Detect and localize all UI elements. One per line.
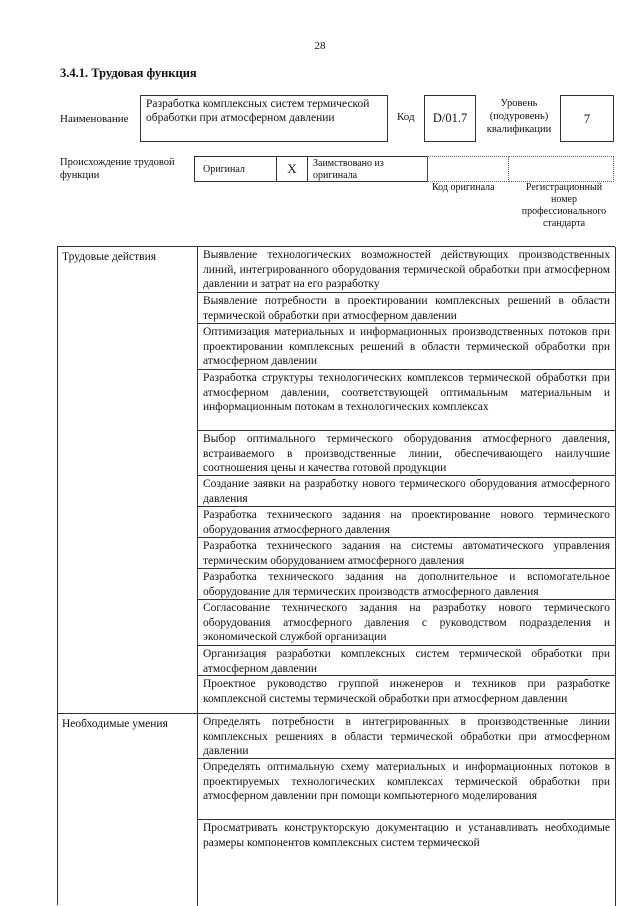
level-value: 7 bbox=[560, 95, 614, 142]
code-label: Код bbox=[397, 111, 415, 123]
table-row: Разработка технического задания на системы автоматического управления термическим оборудованием атмосферного давления bbox=[198, 538, 616, 569]
required-skills-label: Необходимые умения bbox=[58, 714, 198, 906]
reg-number-label: Регистрационный номер профессионального стандарта bbox=[521, 182, 607, 229]
table-row: Определять потребности в интегрированных в производственные линии комплексных решениях в области термической обработки при атмосферном давлении bbox=[198, 714, 616, 759]
section-title: 3.4.1. Трудовая функция bbox=[60, 66, 197, 80]
table-row: Выявление технологических возможностей действующих производственных линий, интегрированного оборудования термической обработки при атмосферном давлении и затрат на его разработку bbox=[198, 247, 616, 293]
level-label: Уровень (подуровень) квалификации bbox=[486, 98, 552, 135]
table-row: Согласование технического задания на разработку нового термического оборудования атмосферного давления с руководством подразделения и экономической службой организации bbox=[198, 600, 616, 646]
table-row: Проектное руководство группой инженеров и техников при разработке комплексной системы термической обработки при атмосферном давлении bbox=[198, 676, 616, 714]
origin-label: Происхождение трудовой функции bbox=[60, 157, 175, 181]
table-row: Разработка структуры технологических комплексов термической обработки при атмосферном давлении, соответствующей оптимальным материальным и информационным потокам в технологических комплексах bbox=[198, 370, 616, 431]
table-row: Выявление потребности в проектировании комплексных решений в области термической обработки при атмосферном давлении bbox=[198, 293, 616, 324]
table-row: Создание заявки на разработку нового термического оборудования атмосферного давления bbox=[198, 476, 616, 507]
original-cell bbox=[194, 156, 277, 182]
code-value: D/01.7 bbox=[424, 95, 476, 142]
table-row: Определять оптимальную схему материальных и информационных потоков в проектируемых технологических комплексах термической обработки при атмосферном давлении при помощи компьютерного моделирования bbox=[198, 759, 616, 820]
table-row: Разработка технического задания на дополнительное и вспомогательное оборудование для термических производств атмосферного давления bbox=[198, 569, 616, 600]
table-row: Просматривать конструкторскую документацию и устанавливать необходимые размеры компонентов комплексных систем термической bbox=[198, 820, 616, 906]
code-original-cell bbox=[427, 156, 509, 182]
code-original-label: Код оригинала bbox=[432, 182, 495, 193]
original-mark: X bbox=[276, 156, 308, 182]
table-row: Выбор оптимального термического оборудования атмосферного давления, встраиваемого в производственные линии, обеспечивающего наилучшие соотношения цены и качества готовой продукции bbox=[198, 431, 616, 476]
page-number: 28 bbox=[314, 40, 326, 52]
borrowed-label: Заимствовано из оригинала bbox=[313, 158, 384, 181]
name-label: Наименование bbox=[60, 113, 129, 125]
table-row: Организация разработки комплексных систем термической обработки при атмосферном давлении bbox=[198, 646, 616, 676]
borrowed-cell bbox=[307, 156, 428, 182]
functions-table bbox=[57, 246, 615, 905]
table-row: Разработка технического задания на проектирование нового термического оборудования атмосферного давления bbox=[198, 507, 616, 538]
name-value: Разработка комплексных систем термической обработки при атмосферном давлении bbox=[140, 95, 388, 142]
reg-number-cell bbox=[508, 156, 614, 182]
labor-actions-label: Трудовые действия bbox=[58, 247, 198, 714]
original-label: Оригинал bbox=[203, 164, 245, 175]
table-row: Оптимизация материальных и информационных производственных потоков при проектировании комплексных решений в области термической обработки при атмосферном давлении bbox=[198, 324, 616, 370]
